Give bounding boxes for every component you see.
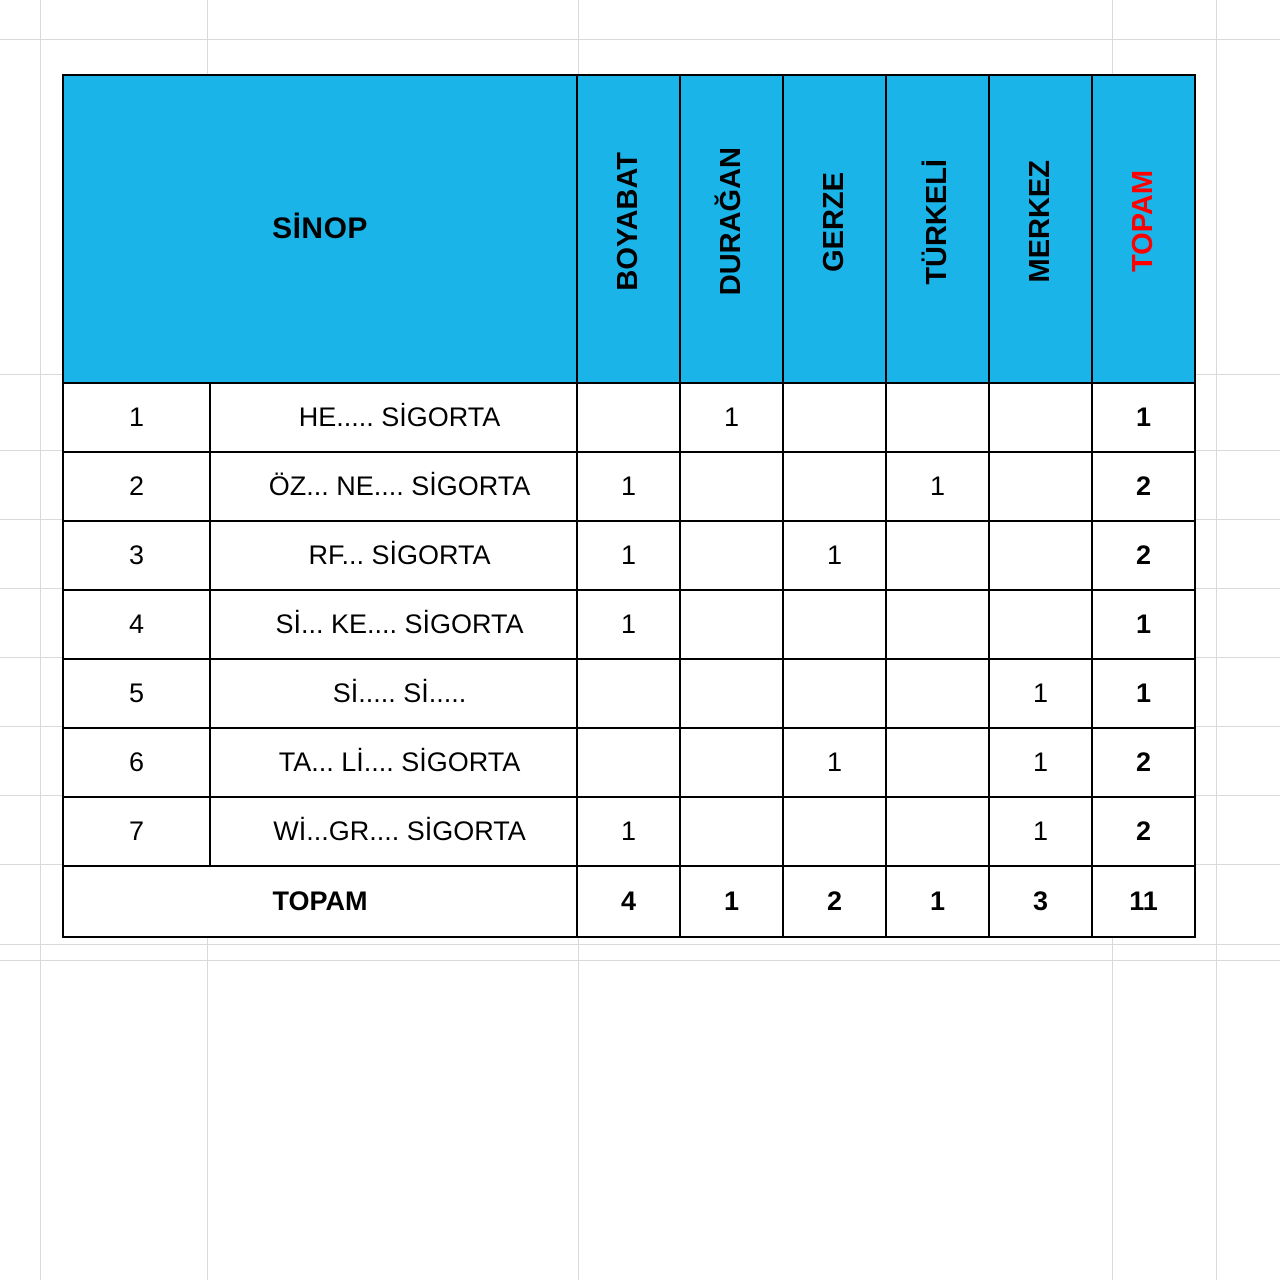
cell-duragan <box>680 659 783 728</box>
row-name: Sİ... KE.... SİGORTA <box>210 590 577 659</box>
cell-duragan <box>680 797 783 866</box>
row-name: Sİ..... Sİ..... <box>210 659 577 728</box>
column-header-label: DURAĞAN <box>715 147 747 296</box>
cell-merkez <box>989 521 1092 590</box>
cell-turkeli <box>886 659 989 728</box>
page-title: SİNOP <box>272 212 368 245</box>
cell-turkeli <box>886 383 989 452</box>
cell-boyabat: 1 <box>577 797 680 866</box>
total-gerze: 2 <box>783 866 886 937</box>
total-merkez: 3 <box>989 866 1092 937</box>
cell-merkez <box>989 383 1092 452</box>
table-row <box>63 659 1195 728</box>
cell-boyabat: 1 <box>577 590 680 659</box>
cell-boyabat: 1 <box>577 452 680 521</box>
row-name: ÖZ... NE.... SİGORTA <box>210 452 577 521</box>
cell-boyabat <box>577 728 680 797</box>
row-index: 3 <box>63 521 210 590</box>
cell-duragan <box>680 521 783 590</box>
table-row <box>63 452 1195 521</box>
table-row <box>63 521 1195 590</box>
table-title-cell <box>63 75 577 383</box>
row-index: 6 <box>63 728 210 797</box>
table-row <box>63 383 1195 452</box>
cell-turkeli <box>886 797 989 866</box>
table-total-row <box>63 866 1195 937</box>
cell-gerze <box>783 452 886 521</box>
cell-merkez: 1 <box>989 797 1092 866</box>
matrix-table <box>62 74 1196 938</box>
column-header-turkeli <box>886 75 989 383</box>
cell-boyabat: 1 <box>577 521 680 590</box>
row-index: 1 <box>63 383 210 452</box>
table-row <box>63 590 1195 659</box>
cell-turkeli <box>886 521 989 590</box>
cell-boyabat <box>577 383 680 452</box>
total-row-label: TOPAM <box>63 866 577 937</box>
cell-merkez: 1 <box>989 728 1092 797</box>
cell-turkeli <box>886 590 989 659</box>
total-grand: 11 <box>1092 866 1195 937</box>
cell-gerze <box>783 797 886 866</box>
cell-merkez <box>989 452 1092 521</box>
cell-duragan <box>680 590 783 659</box>
cell-turkeli: 1 <box>886 452 989 521</box>
table-header-row <box>63 75 1195 383</box>
row-index: 4 <box>63 590 210 659</box>
cell-duragan: 1 <box>680 383 783 452</box>
cell-row-total: 2 <box>1092 452 1195 521</box>
cell-gerze: 1 <box>783 521 886 590</box>
cell-merkez: 1 <box>989 659 1092 728</box>
cell-row-total: 1 <box>1092 590 1195 659</box>
cell-row-total: 2 <box>1092 521 1195 590</box>
column-header-duragan <box>680 75 783 383</box>
row-index: 7 <box>63 797 210 866</box>
column-header-label: BOYABAT <box>612 152 644 291</box>
column-header-merkez <box>989 75 1092 383</box>
cell-duragan <box>680 728 783 797</box>
cell-row-total: 2 <box>1092 797 1195 866</box>
column-header-topam <box>1092 75 1195 383</box>
cell-row-total: 2 <box>1092 728 1195 797</box>
cell-gerze <box>783 383 886 452</box>
row-name: RF... SİGORTA <box>210 521 577 590</box>
insurance-distribution-table <box>62 74 1196 938</box>
row-name: Wİ...GR.... SİGORTA <box>210 797 577 866</box>
cell-boyabat <box>577 659 680 728</box>
column-header-label: TÜRKELİ <box>921 158 953 285</box>
row-name: TA... Lİ.... SİGORTA <box>210 728 577 797</box>
row-index: 2 <box>63 452 210 521</box>
table-row <box>63 797 1195 866</box>
row-name: HE..... SİGORTA <box>210 383 577 452</box>
cell-row-total: 1 <box>1092 383 1195 452</box>
total-turkeli: 1 <box>886 866 989 937</box>
cell-row-total: 1 <box>1092 659 1195 728</box>
total-boyabat: 4 <box>577 866 680 937</box>
cell-gerze <box>783 659 886 728</box>
cell-duragan <box>680 452 783 521</box>
column-header-label: GERZE <box>818 171 850 272</box>
cell-turkeli <box>886 728 989 797</box>
cell-gerze: 1 <box>783 728 886 797</box>
table-row <box>63 728 1195 797</box>
cell-gerze <box>783 590 886 659</box>
column-header-label: TOPAM <box>1127 170 1159 273</box>
column-header-gerze <box>783 75 886 383</box>
column-header-label: MERKEZ <box>1024 160 1056 283</box>
cell-merkez <box>989 590 1092 659</box>
total-duragan: 1 <box>680 866 783 937</box>
column-header-boyabat <box>577 75 680 383</box>
row-index: 5 <box>63 659 210 728</box>
